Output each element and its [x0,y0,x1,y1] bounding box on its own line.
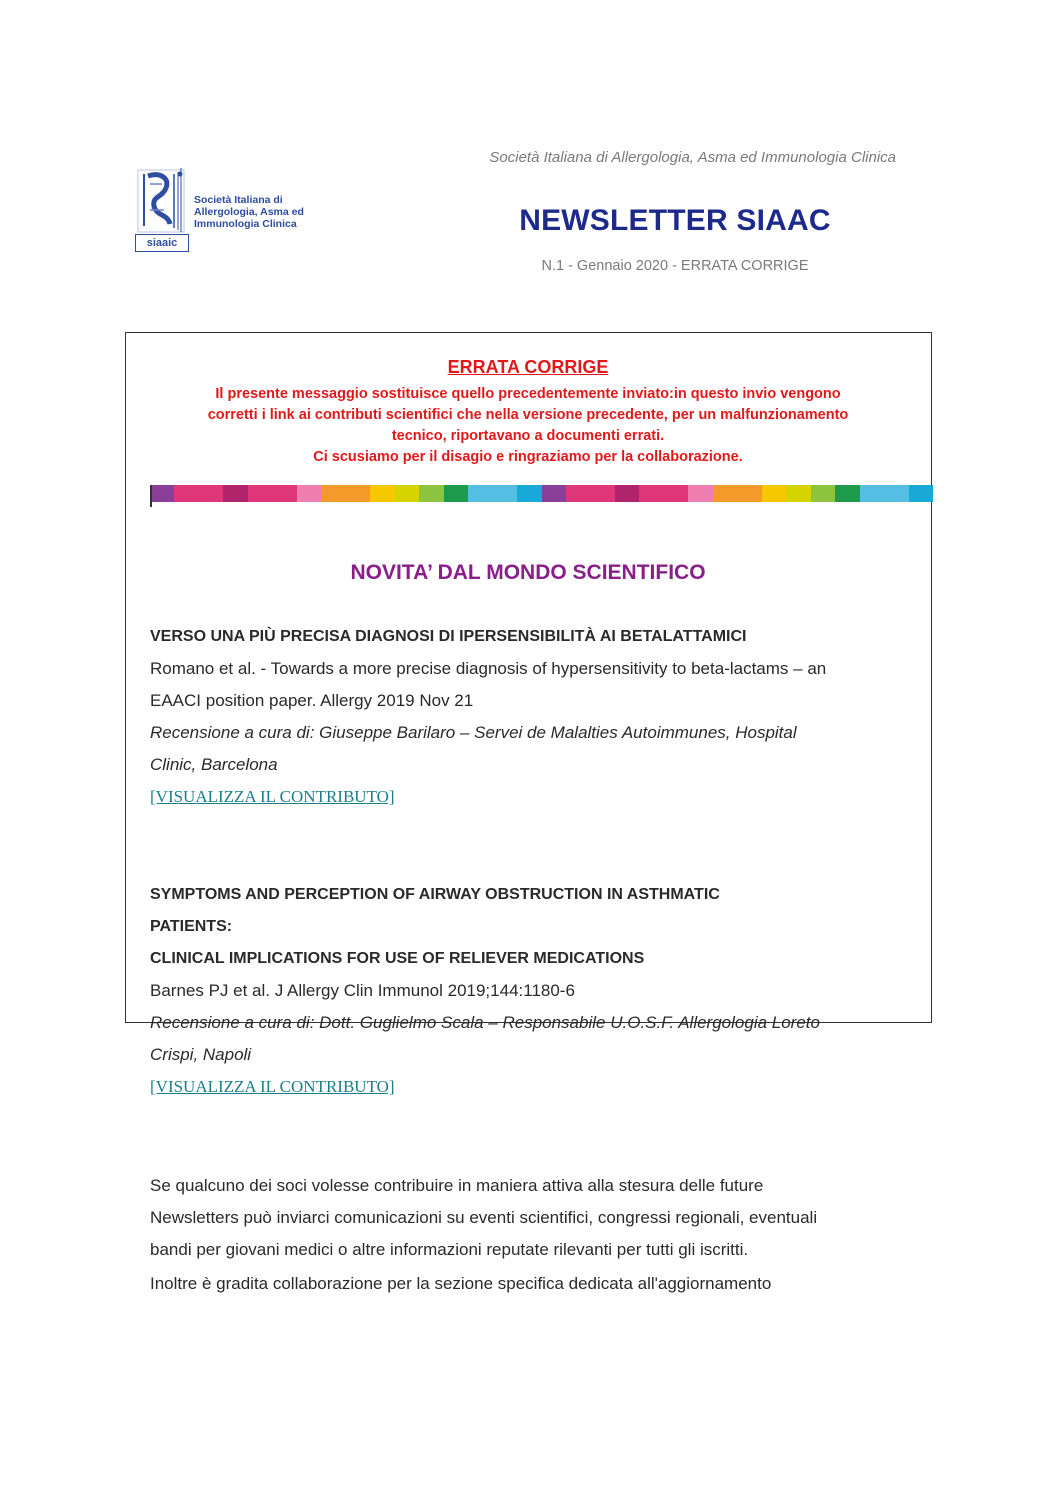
article-title-line: CLINICAL IMPLICATIONS FOR USE OF RELIEVER MEDICATIONS [150,950,645,967]
article-title-line: SYMPTOMS AND PERCEPTION OF AIRWAY OBSTRUCTION IN ASTHMATIC [150,886,720,903]
color-stripe-segment [272,485,296,502]
article-title [150,621,910,653]
color-stripe-segment [444,485,468,502]
article-title-line: PATIENTS: [150,918,233,935]
logo-text-line: Allergologia, Asma ed [194,206,304,218]
color-stripe-segment [713,485,737,502]
color-stripe-segment [639,485,663,502]
errata-notice [150,357,906,468]
errata-line: Il presente messaggio sostituisce quello precedentemente inviato:in questo invio vengono [215,386,841,402]
color-stripe-segment [884,485,908,502]
footer-paragraph [150,1268,910,1300]
article-citation-line: EAACI position paper. Allergy 2019 Nov 21 [150,691,474,710]
color-stripe-segment [590,485,614,502]
color-stripe-segment [688,485,712,502]
errata-title: ERRATA CORRIGE [447,357,609,377]
section-title: NOVITA’ DAL MONDO SCIENTIFICO [350,561,706,584]
color-stripe-segment [517,485,541,502]
issue-line: N.1 - Gennaio 2020 - ERRATA CORRIGE [541,258,809,274]
color-stripe-segment [860,485,884,502]
color-stripe-segment [199,485,223,502]
logo-text-line: Immunologia Clinica [194,218,297,230]
article-review [150,717,910,781]
footer-line: Inoltre è gradita collaborazione per la sezione specifica dedicata all'aggiornamento [150,1274,772,1293]
color-stripe-segment [493,485,517,502]
errata-line: Ci scusiamo per il disagio e ringraziamo per la collaborazione. [313,449,743,465]
color-stripe-segment [468,485,492,502]
article-review-line: Clinic, Barcelona [150,755,278,774]
logo-text-line: Società Italiana di [194,194,283,206]
article-review-line: Recensione a cura di: Giuseppe Barilaro – Servei de Malalties Autoimmunes, Hospital [150,723,797,742]
errata-line: tecnico, riportavano a documenti errati. [391,428,665,444]
article [150,621,910,813]
siaaic-logo [134,166,324,254]
article-title [150,879,910,975]
color-stripe-segment [664,485,688,502]
color-stripe-segment [762,485,786,502]
color-stripe-segment [737,485,761,502]
article-title-line: VERSO UNA PIÙ PRECISA DIAGNOSI DI IPERSENSIBILITÀ AI BETALATTAMICI [150,628,747,645]
article-citation-line: Barnes PJ et al. J Allergy Clin Immunol 2019;144:1180-6 [150,981,575,1000]
color-stripe-segment [542,485,566,502]
color-stripe-divider [150,485,933,502]
article-citation [150,653,910,717]
view-contribution-link[interactable]: [VISUALIZZA IL CONTRIBUTO] [150,1077,395,1096]
logo-text [194,194,304,230]
article-review-line: Recensione a cura di: Dott. Guglielmo Scala – Responsabile U.O.S.F. Allergologia Loreto [150,1013,820,1032]
color-stripe-segment [909,485,933,502]
errata-line: corretti i link ai contributi scientifici che nella versione precedente, per un malfunzionamento [207,407,849,423]
article-citation [150,975,910,1007]
article [150,879,910,1103]
color-stripe-segment [174,485,198,502]
color-stripe-segment [346,485,370,502]
color-stripe-segment [248,485,272,502]
newsletter-title: NEWSLETTER SIAAC [519,204,831,237]
color-stripe-segment [615,485,639,502]
errata-text [150,384,906,468]
view-contribution-link[interactable]: [VISUALIZZA IL CONTRIBUTO] [150,787,395,806]
color-stripe-segment [419,485,443,502]
footer-line: Se qualcuno dei soci volesse contribuire in maniera attiva alla stesura delle future [150,1176,764,1195]
article-review [150,1007,910,1071]
logo-badge: siaaic [135,234,189,252]
society-line: Società Italiana di Allergologia, Asma ed Immunologia Clinica [489,149,896,166]
color-stripe-segment [223,485,247,502]
footer-line: Newsletters può inviarci comunicazioni su eventi scientifici, congressi regionali, eventuali [150,1208,818,1227]
color-stripe-segment [321,485,345,502]
footer-paragraph [150,1170,910,1266]
article-review-line: Crispi, Napoli [150,1045,252,1064]
color-stripe-segment [395,485,419,502]
color-stripe-segment [786,485,810,502]
color-stripe-segment [566,485,590,502]
footer-line: bandi per giovani medici o altre informazioni reputate rilevanti per tutti gli iscritti. [150,1240,749,1259]
color-stripe-segment [811,485,835,502]
color-stripe-segment [150,485,174,502]
color-stripe-segment [370,485,394,502]
color-stripe-segment [297,485,321,502]
color-stripe-segment [835,485,859,502]
divider-edge [150,485,152,507]
article-citation-line: Romano et al. - Towards a more precise diagnosis of hypersensitivity to beta-lactams – an [150,659,827,678]
